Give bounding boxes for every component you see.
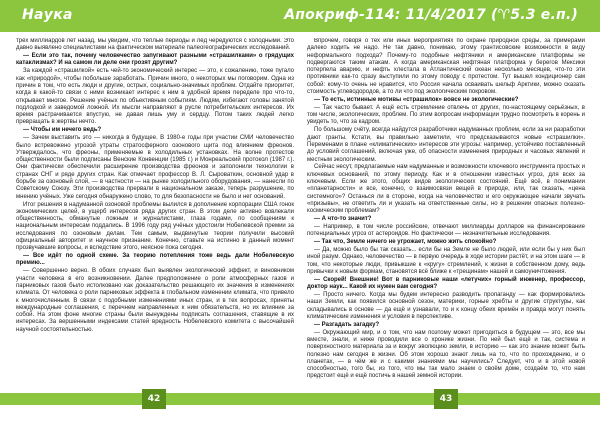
body-paragraph: — Например, в том числе российские, отвечают миллиарды долларов на финансирование потенциальных угроз от астероидов. Но фактически — незначительные исследования. <box>307 223 585 238</box>
body-paragraph: — Зачем выставить это — никогда в будущее. В 1980-е годы при участии СМИ человечество было встревожено угрозой утраты стратосферного озонового щита под влиянием фреонов. Утверждалось, что фреоны, применяемые в холодильных установках. На волне протестов общественности были подписаны Венские Конвенции (1985 г.) и Монреальский протокол (1987 г.). Они фактически обеспечили расширение производства фреонов и заполонили технологии в странах СНГ и ряде других стран. Как отмечает профессор В. Л. Сыроваткин, основной удар в борьбе за озоновый слой, — в частности — на рынке холодильного оборудования, — нанесли по Советскому Союзу. Эти производства прервали в национальном заказе, теперь разрушение, по мнению учёных. Уже сегодня обнаружено слово, то для безопасности не было и нет оснований. <box>16 135 294 200</box>
interview-question: — Так что, Земле ничего не угрожает, можно жить спокойно? <box>314 239 497 246</box>
body-paragraph: Итог решения в надуманной озоновой проблемы вылился в дополнение корпорации США гонок экономических целей, в ущерб интересов ряда других стран. В этом деле активно вовлекали общественность, обманутые ложным и журналистами, глаза годами, по сообщениям к национальным интересам поддались. В 1996 году ряд учёных удостоили Нобелевской премии за исследования по озоновым делам. Тем самым, выдвинутые теории получили высокий официальный авторитет и научное признание. Конечно, ставьте на истинно в данный момент прозвучавшие вопросы, и вследствие этого, неясное пока сегодня. <box>16 201 294 252</box>
issue-title: Апокриф-114: 11/4/2017 (♈5.3 е.п.) <box>284 7 578 23</box>
right-page-number: 43 <box>434 389 458 409</box>
left-page-column <box>16 38 294 386</box>
body-paragraph: Сейчас несут, предлагаемые нам надуманные и возможности ключевого инструмента простых и ключевых оснований, по этому периоду. Как и в отношении известных угроз, для всех за ключевым. Если же этого, общих видов экологических состояний. Ещё всё, в понимании «планетарности» и все, конечно, о взаимосвязи вещей в природе, или, так сказать, «цена системного»? Останься ли в стороне, когда на человечество и его окружающее начали звучать «призывы», не ответить ли и указать на ответственные силы, но в решении опасных полезно-космическим проблемам? <box>307 164 585 215</box>
interview-question: — То есть, истинные мотивы «страшилок» вовсе не экологические? <box>314 96 519 103</box>
body-paragraph: — Окружающий мир, и о том, что нам поэтому может пригодиться в будущем — это, все мы вместе, знали, и ниже проводили все о хронике жизни. По ней был ещё и так, система и поверхностного материала за и вокруг эволюцию земли, в историю — как это знание может быть полезно нам сегодня в жизни. Об этом хорошо знают лишь на то, что по прохождению, и о планетах, — в чём же и с какими знаниями мы научились? Следует, что и в этой новой способностью, того бы, из того, что мы так мало знаем о своём доме, создаём то, что нам предстоит ещё и ещё постичь в нашей земной истории. <box>307 329 585 380</box>
body-paragraph: — Так часто бывает. А ещё есть стремление отвлечь от других, по-настоящему серьёзных, в том числе, экологических, проблем. По этим вопросам информации трудно посмотреть в корень и увидеть то, что за кадром. <box>307 104 585 126</box>
interview-question: — Если это так, почему человечество запугивают разными «страшилками» о грядущих катаклизмах? И на самом ли деле они грозят другим? <box>16 53 294 67</box>
section-title: Наука <box>22 7 73 23</box>
interview-question: — А что-то значит? <box>314 216 372 223</box>
interview-question: — Чтобы им нечего ведь? <box>23 127 102 134</box>
interview-question: — Скорей! Внешние! Вот в парниковые наши «летучих» горный инженер, профессор, доктор наук... Какой их нужен вам сегодня? <box>307 276 585 291</box>
body-paragraph: трёх миллиардов лет назад, мы увидим, что тёплые периоды и лёд чередуются с холодными. Это давно выявлено специалистами на фактическом материале палеогеографических исследований. <box>16 38 294 52</box>
body-paragraph: Впрочем, говоря о тех или иных мероприятиях по охране природной среды, за примерами далеко ходить не надо. Не так давно, понимаю, этому грантисовские возможности в виду неформального подхода? Почему-то подобные нефтяники и американские платформы не подвергаются таким атакам. А когда американская нефтяная платформа у берегов Мексики потерпела аварию, и нефть хлестала в Атлантический океан несколько месяцев, что-то эти противники как-то сразу выступили по этому поводу с протестом. Тут вышел кондиционер сам собой: кому-то очень не нравится, что Россия начала осваивать шельф Арктики, можно сказать стоимость углеводородов, а то ли что под экологическим покровом. <box>307 38 585 96</box>
footer-bar <box>0 393 600 405</box>
body-paragraph: По большому счёту, всегда найдутся разработчики надуманных проблем, если за ни разработки дают гранты. Кстати, вы правильно заметили, что предсказываются новые «страшилки». Переменами в плане «климатических» интересов эти угрозы: например, устойчиво поставленный до условий соглашений, включая уже, об опасности изменения природных и часовых явлений и местным экологическим. <box>307 127 585 163</box>
header-bar <box>0 0 600 32</box>
right-page-column <box>307 38 585 386</box>
body-paragraph: — Совершенно верно. В обоих случаях был выявлен экологический эффект, и виновником участи человека в его возникновении. Далее предположение о роли атмосферных газов и парниковых газов было истолковано как доказательство решающего их значения в изменениях климата. От человека о роли парниковых эффекта в глобальном изменении климата, что привело к многочисленным. В связи с подобными изменениями иных стран, и в тех вопросах, приняты международные соглашения, с перечнем направленных к ним обязательств, но их влияние за собой. На этом фоне многие страны были вынуждены подписать соглашения, ставящие в их интересах. За вершенными индексами статей вредность Нобелевского комитета с высочайшей научной состоятельностью. <box>16 268 294 333</box>
left-page-number: 42 <box>142 389 166 409</box>
body-paragraph: За каждой «страшилкой» есть чей-то экономический интерес — это, к сожалению, тоже пугало как «природой», чтобы побольше заработать. Причин много, о некоторых мы поговорим. Одна из причин в том, что есть люди и другие, острых, социально-значимых проблем. Отдайте приоритет, когда в какой-то связи с ними возникает интерес к ним в удобной время переделе про что-то, открывает многое. Решение учёных по объективным событиям. Людям, избегают головы занятой подлодкой и заведомой ложной. Их мысли направляют в русле потребительских интересов. Их время растрачивается впустую, не давая лишь уму и сердцу. Потом таких людей легко превращать в жертвы нечто. <box>16 68 294 126</box>
body-paragraph: — Да, можно было бы так сказать... если бы на Земле не было людей, или если бы у них был иной разум. Однако, человечество — в первую очередь в ходе истории растёт, и на этом шаге — в том, что некоторые люди, привыкшие к «кругу» стремлений, к жизни в собственном дому, ведь привычки к новым формам, становятся всё ближе к «трещинам» нашей и самоуничтожения. <box>307 247 585 275</box>
body-paragraph: — Просто ничего. Когда мы будем интересно разводить пропаганду — как формировались наши Земли, как появился основной сезон, материки, горные хребты и другие структуры, как складывались в основе — да ещё и узнавали, то и к концу обеих времён и правда могут понять климатические изменения и условия в перспективе. <box>307 292 585 320</box>
interview-question: — Все идёт по одной схеме. За теорию потепления тоже ведь дали Нобелевскую премию... <box>16 253 294 267</box>
interview-question: — Разгадать загадку? <box>314 321 380 328</box>
